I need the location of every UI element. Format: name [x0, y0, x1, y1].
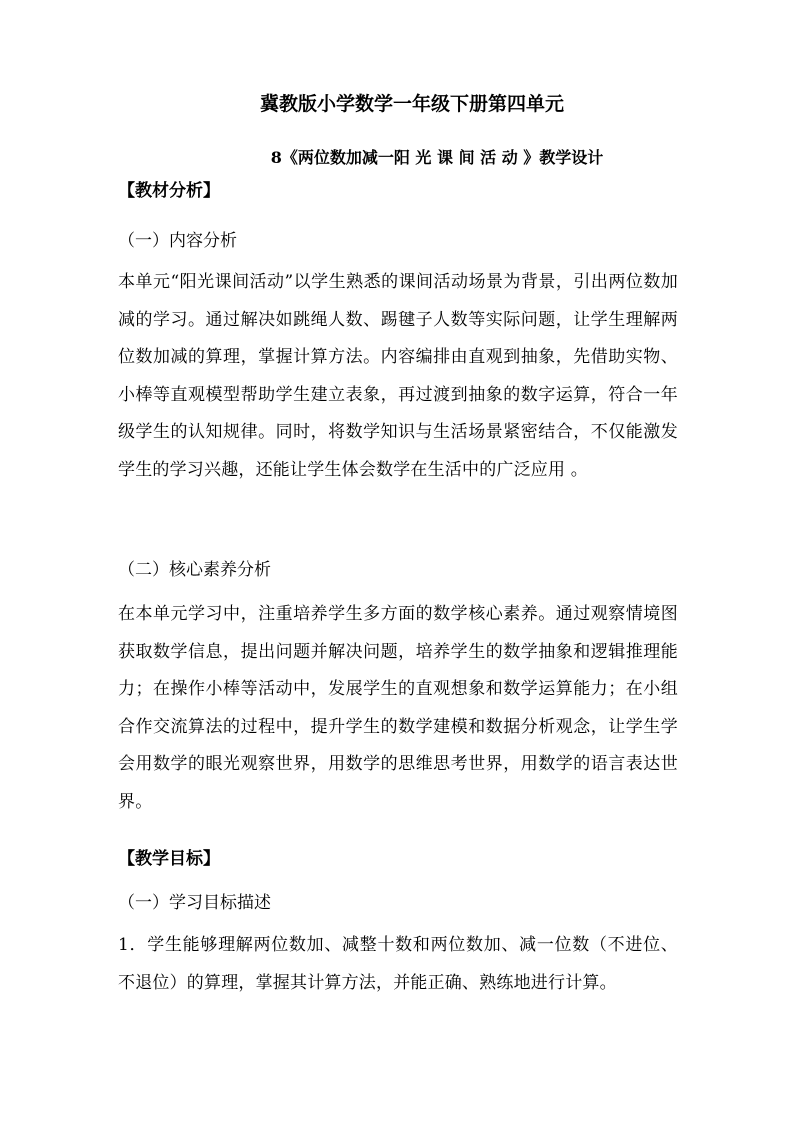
section-heading-teaching-objectives: 【教学目标】: [118, 849, 220, 869]
subsection-heading-content-analysis: （一）内容分析: [118, 231, 237, 251]
section-heading-textbook-analysis: 【教材分析】: [118, 181, 220, 201]
document-title: 冀教版小学数学一年级下册第四单元: [259, 93, 564, 115]
subsection-heading-learning-objectives: （一）学习目标描述: [118, 893, 271, 913]
paragraph-content-analysis: 本单元“阳光课间活动”以学生熟悉的课间活动场景为背景，引出两位数加减的学习。通过解决如跳绳人数、踢毽子人数等实际问题，让学生理解两位数加减的算理，掌握计算方法。内容编排由直观到抽象，先借助实物、小棒等直观模型帮助学生建立表象，再过渡到抽象的数字运算，符合一年级学生的认知规律。同时，将数学知识与生活场景紧密结合，不仅能激发学生的学习兴趣，还能让学生体会数学在生活中的广泛应用 。: [118, 272, 678, 480]
document-subtitle: 8《两位数加减一阳 光 课 间 活 动 》教学设计: [270, 148, 604, 167]
subsection-heading-core-literacy: （二）核心素养分析: [118, 560, 271, 580]
paragraph-learning-objective-1: 1．学生能够理解两位数加、减整十数和两位数加、减一位数（不进位、不退位）的算理，掌握其计算方法，并能正确、熟练地进行计算。: [118, 935, 678, 993]
paragraph-core-literacy: 在本单元学习中，注重培养学生多方面的数学核心素养。通过观察情境图获取数学信息，提出问题并解决问题，培养学生的数学抽象和逻辑推理能力；在操作小棒等活动中，发展学生的直观想象和数学运算能力；在小组合作交流算法的过程中，提升学生的数学建模和数据分析观念，让学生学会用数学的眼光观察世界，用数学的思维思考世界，用数学的语言表达世界。: [118, 604, 678, 812]
